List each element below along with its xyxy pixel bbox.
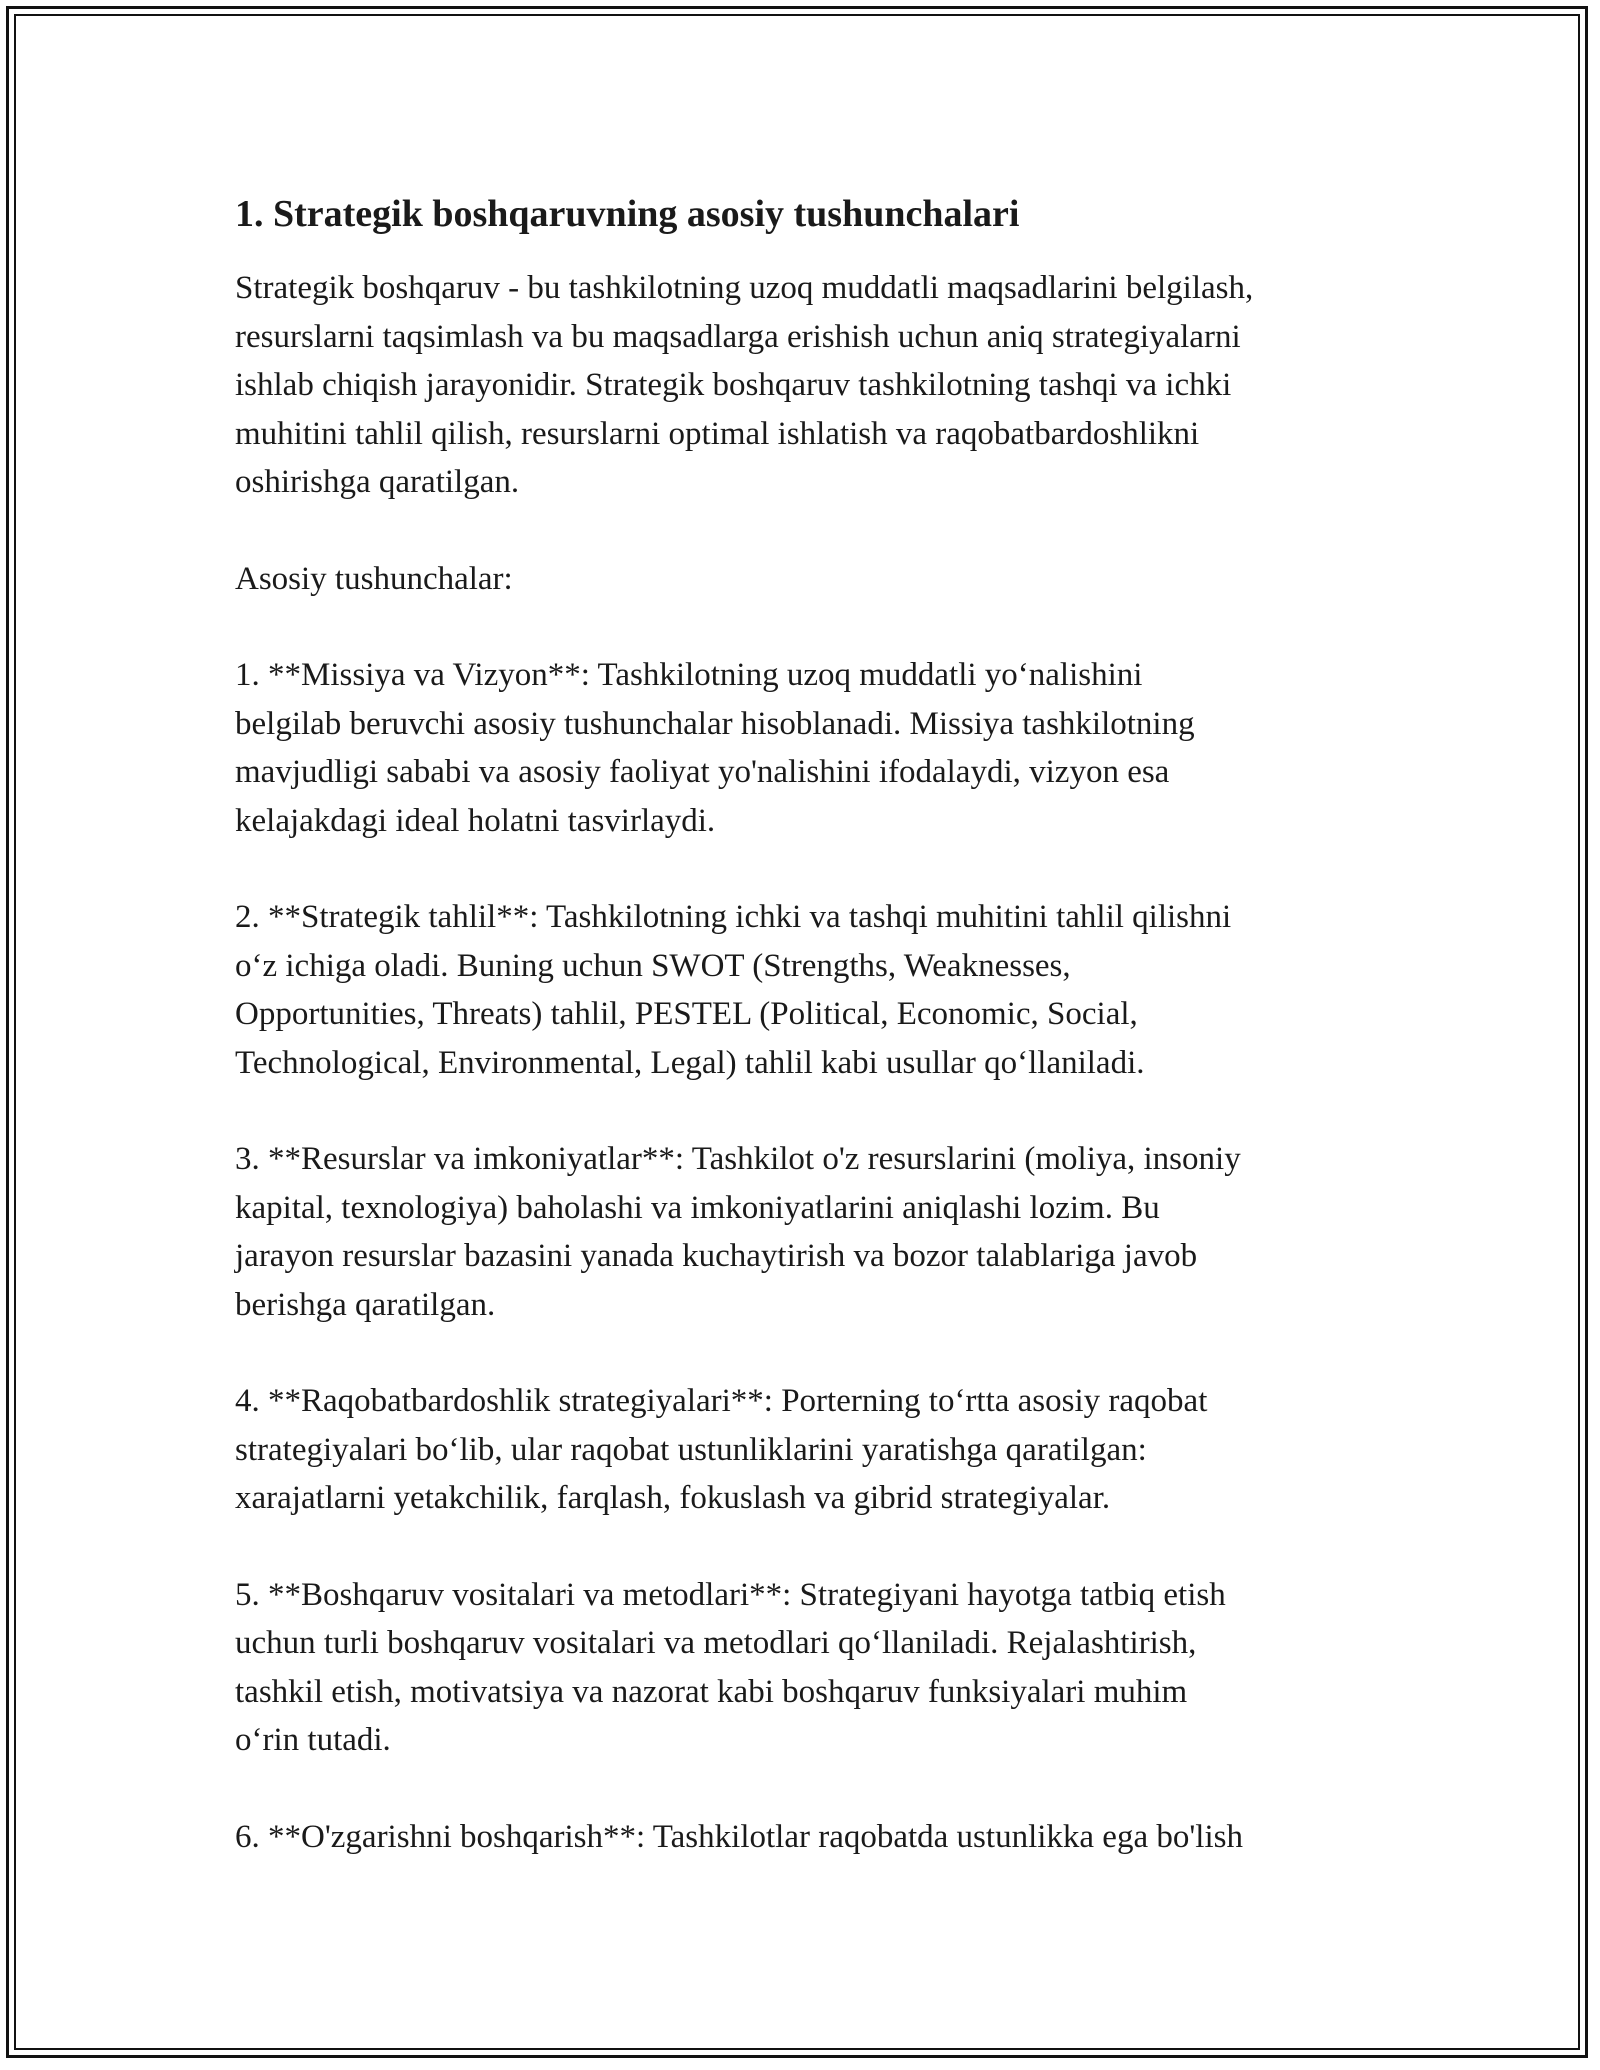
text-line: ishlab chiqish jarayonidir. Strategik boshqaruv tashkilotning tashqi va ichki bbox=[235, 367, 1232, 403]
text-line: 3. **Resurslar va imkoniyatlar**: Tashkilot o'z resurslarini (moliya, insoniy bbox=[235, 1141, 1241, 1177]
text-line: 2. **Strategik tahlil**: Tashkilotning ichki va tashqi muhitini tahlil qilishni bbox=[235, 899, 1232, 935]
text-line: Opportunities, Threats) tahlil, PESTEL (Political, Economic, Social, bbox=[235, 996, 1138, 1032]
text-line: Strategik boshqaruv - bu tashkilotning uzoq muddatli maqsadlarini belgilash, bbox=[235, 270, 1254, 306]
list-item-5 bbox=[235, 1571, 1395, 1765]
text-line: uchun turli boshqaruv vositalari va metodlari qoʻllaniladi. Rejalashtirish, bbox=[235, 1625, 1197, 1661]
text-line: muhitini tahlil qilish, resurslarni optimal ishlatish va raqobatbardoshlikni bbox=[235, 415, 1200, 452]
text-line: mavjudligi sababi va asosiy faoliyat yo'nalishini ifodalaydi, vizyon esa bbox=[235, 754, 1170, 790]
text-line: 1. **Missiya va Vizyon**: Tashkilotning uzoq muddatli yoʻnalishini bbox=[235, 657, 1143, 693]
text-line: strategiyalari boʻlib, ular raqobat ustunliklarini yaratishga qaratilgan: bbox=[235, 1431, 1147, 1468]
text-line: oʻz ichiga oladi. Buning uchun SWOT (Strengths, Weaknesses, bbox=[235, 947, 1071, 984]
text-line: jarayon resurslar bazasini yanada kuchaytirish va bozor talablariga javob bbox=[235, 1238, 1198, 1274]
text-line: belgilab beruvchi asosiy tushunchalar hisoblanadi. Missiya tashkilotning bbox=[235, 705, 1195, 742]
intro-paragraph bbox=[235, 264, 1395, 507]
text-line: 6. **O'zgarishni boshqarish**: Tashkilotlar raqobatda ustunlikka ega bo'lish bbox=[235, 1818, 1243, 1855]
text-line: xarajatlarni yetakchilik, farqlash, fokuslash va gibrid strategiyalar. bbox=[235, 1480, 1111, 1516]
list-item-3 bbox=[235, 1135, 1395, 1329]
text-line: 4. **Raqobatbardoshlik strategiyalari**: Porterning toʻrtta asosiy raqobat bbox=[235, 1383, 1208, 1419]
text-line: oʻrin tutadi. bbox=[235, 1722, 391, 1758]
section-label bbox=[235, 555, 1395, 604]
text-line: Technological, Environmental, Legal) tahlil kabi usullar qoʻllaniladi. bbox=[235, 1044, 1145, 1081]
list-item-4 bbox=[235, 1377, 1395, 1523]
list-item-6 bbox=[235, 1813, 1395, 1862]
text-line: berishga qaratilgan. bbox=[235, 1286, 496, 1323]
text-line: kapital, texnologiya) baholashi va imkoniyatlarini aniqlashi lozim. Bu bbox=[235, 1189, 1160, 1226]
text-line: Asosiy tushunchalar: bbox=[235, 560, 513, 597]
text-line: kelajakdagi ideal holatni tasvirlaydi. bbox=[235, 802, 716, 839]
document-heading: 1. Strategik boshqaruvning asosiy tushunchalari bbox=[235, 193, 1020, 235]
document-body bbox=[235, 190, 1395, 1909]
text-line: resurslarni taqsimlash va bu maqsadlarga erishish uchun aniq strategiyalarni bbox=[235, 318, 1241, 355]
text-line: 5. **Boshqaruv vositalari va metodlari**: Strategiyani hayotga tatbiq etish bbox=[235, 1576, 1226, 1613]
text-line: oshirishga qaratilgan. bbox=[235, 464, 520, 500]
list-item-2 bbox=[235, 893, 1395, 1087]
list-item-1 bbox=[235, 651, 1395, 845]
text-line: tashkil etish, motivatsiya va nazorat kabi boshqaruv funksiyalari muhim bbox=[235, 1673, 1188, 1710]
